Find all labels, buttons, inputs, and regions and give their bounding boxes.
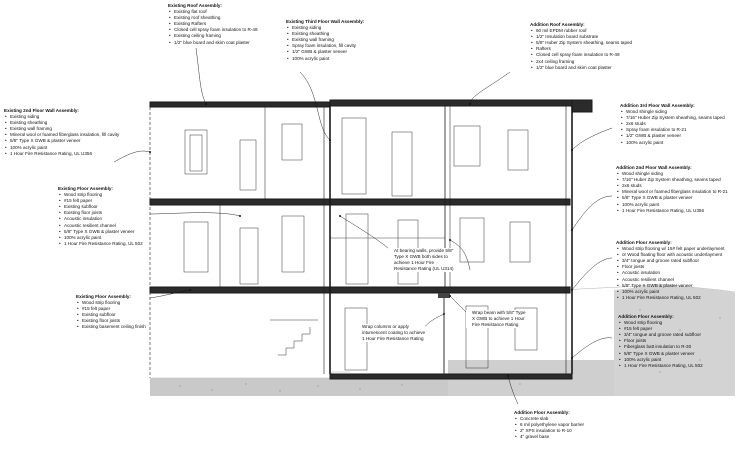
note-title: Existing 2nd Floor Wall Assembly: — [4, 108, 79, 113]
note-item: • Existing wall framing — [292, 37, 364, 43]
note-line: 1 Hour Fire Resistance Rating — [362, 336, 424, 342]
note-item: • Existing siding — [10, 114, 119, 120]
note-item: • 100% acrylic paint — [292, 56, 364, 62]
note-item: • 100% acrylic paint — [622, 289, 725, 295]
note-addition-floor-upper — [616, 240, 725, 301]
note-item: • 1/2" GWB & plaster veneer — [292, 49, 364, 55]
note-item: • Existing floor joists — [64, 210, 143, 216]
note-title: Existing Floor Assembly: — [76, 294, 131, 299]
note-item: • Existing subfloor — [82, 312, 146, 318]
note-title: Addition Floor Assembly: — [618, 314, 674, 319]
note-item: • 5/8" Type X GWB & plaster veneer — [64, 229, 143, 235]
note-item: • Closed cell spray foam insulation to R-49 — [536, 52, 632, 58]
note-addition-slab — [514, 410, 584, 440]
note-item: • 60 mil EPDM rubber roof — [536, 28, 632, 34]
note-line: Wrap columns or apply — [362, 324, 409, 329]
note-item: • 3/4" tongue and groove rated subfloor — [624, 332, 703, 338]
note-title: Existing Third Floor Wall Assembly: — [286, 19, 365, 24]
note-item: • 5/8" Type X GWB & plaster veneer — [10, 138, 119, 144]
ground-slab — [330, 374, 572, 379]
note-item: • 1/2" GWB & plaster veneer — [626, 133, 725, 139]
note-item: • Mineral wool or foamed fiberglass insulation, fill cavity — [10, 132, 119, 138]
note-line: At bearing walls, provide 5/8" — [394, 248, 454, 253]
note-item: • Concrete slab — [520, 416, 584, 422]
note-item: • Rafters — [536, 46, 632, 52]
note-item: • 7/16" Huber Zip System sheathing, seams taped — [622, 177, 728, 183]
note-title: Addition Floor Assembly: — [514, 410, 570, 415]
note-line: Type X GWB both sides to — [394, 254, 448, 260]
note-item: • 7/16" Huber Zip System sheathing, seams taped — [626, 115, 725, 121]
note-existing-floor — [58, 186, 143, 247]
earth-band — [150, 378, 448, 396]
note-item: • 100% acrylic paint — [626, 140, 725, 146]
note-item: • 5/8" Type X GWB & plaster veneer — [622, 195, 728, 201]
note-item: • 1 Hour Fire Resistance Rating, UL 502 — [622, 295, 725, 301]
note-item: • Mineral wool or foamed fiberglass insulation to R-21 — [622, 189, 728, 195]
note-title: Existing Roof Assembly: — [168, 3, 222, 8]
note-item: • 1 Hour Fire Resistance Rating, UL U356 — [622, 208, 728, 214]
note-item: • 2" XPS insulation to R-10 — [520, 428, 584, 434]
note-addition-second-wall — [616, 165, 728, 214]
note-item: • 3/4" tongue and groove rated subfloor — [622, 258, 725, 264]
note-existing-second-wall — [4, 108, 119, 157]
note-item: • 1/2" blue board and skim coat plaster — [536, 65, 632, 71]
note-item: • Spray foam insulation, fill cavity — [292, 43, 364, 49]
note-item: • Existing subfloor — [64, 204, 143, 210]
note-item: • Existing Rafters — [174, 21, 258, 27]
note-item: • 5/8" Huber Zip System sheathing, seams taped — [536, 40, 632, 46]
note-item: • Existing wall framing — [10, 126, 119, 132]
note-line: Resistance Rating (UL U314) — [394, 266, 454, 272]
note-item: • 2x6 studs — [622, 183, 728, 189]
note-addition-roof — [530, 22, 632, 71]
note-wrap-beam — [466, 310, 526, 328]
note-existing-roof — [168, 3, 258, 46]
roof-parapet — [572, 100, 592, 112]
note-item: • Spray foam insulation to R-21 — [626, 127, 725, 133]
note-item: • 100% acrylic paint — [10, 145, 119, 151]
note-item: • 1/2" blue board and skim coat plaster — [174, 40, 258, 46]
note-existing-floor-lower — [76, 294, 146, 331]
note-item: • Wood shingle siding — [622, 171, 728, 177]
note-item: • #15 felt paper — [82, 306, 146, 312]
note-title: Addition Roof Assembly: — [530, 22, 585, 27]
note-line: achieve 1 Hour Fire — [394, 260, 435, 266]
note-item: • Existing sheathing — [292, 31, 364, 37]
note-item: • Acoustic resilient channel — [622, 277, 725, 283]
note-title: Addition Floor Assembly: — [616, 240, 672, 245]
third-floor-slab — [150, 199, 570, 205]
note-addition-third-wall — [620, 103, 725, 146]
note-title: Existing Floor Assembly: — [58, 186, 113, 191]
note-line: intumescent coating to achieve — [362, 330, 426, 336]
note-item: • #15 felt paper — [64, 198, 143, 204]
note-item: • Wood strip flooring w/ 15# felt paper underlayment — [622, 246, 725, 252]
second-floor-slab — [150, 287, 570, 293]
note-item: • Acoustic insulation — [622, 270, 725, 276]
note-item: • Existing floor joists — [82, 318, 146, 324]
note-item: • 1 Hour Fire Resistance Rating, UL 502 — [624, 363, 703, 369]
note-line: Fire Resistance Rating — [472, 322, 519, 328]
note-item: • Existing ceiling framing — [174, 33, 258, 39]
note-item: • Floor joists — [624, 338, 703, 344]
note-item: • 6 mil polyethylene vapor barrier — [520, 422, 584, 428]
note-item: • 5/8" Type X GWB & plaster veneer — [624, 351, 703, 357]
note-item: • 100% acrylic paint — [622, 202, 728, 208]
note-item: • Existing flat roof — [174, 9, 258, 15]
note-item: • 2x6 studs — [626, 121, 725, 127]
note-item: • 4" gravel base — [520, 434, 584, 440]
existing-roof-slab — [150, 102, 330, 107]
note-item: • Existing siding — [292, 25, 364, 31]
note-title: Addition 2nd Floor Wall Assembly: — [616, 165, 692, 170]
note-existing-third-wall — [286, 19, 364, 62]
note-item: • Acoustic resilient channel — [64, 223, 143, 229]
note-item: • Wood shingle siding — [626, 109, 725, 115]
note-item: • Wood strip flooring — [64, 192, 143, 198]
note-item: • 1 Hour Fire Resistance Rating, UL 502 — [64, 241, 143, 247]
note-item: • 1/2" Insulation board substrate — [536, 34, 632, 40]
note-item: • Wood strip flooring — [624, 320, 703, 326]
note-item: • Existing sheathing — [10, 120, 119, 126]
note-title: Addition 3rd Floor Wall Assembly: — [620, 103, 695, 108]
note-item: • Fiberglass batt insulation to R-30 — [624, 344, 703, 350]
note-line: Wrap beam with 5/8" Type — [472, 310, 526, 315]
note-item: • 2x4 ceiling framing — [536, 59, 632, 65]
note-item: • Acoustic insulation — [64, 216, 143, 222]
note-bearing-walls — [388, 248, 454, 272]
note-addition-floor-lower — [618, 314, 703, 369]
note-item: • Closed cell spray foam insulation to R-49 — [174, 27, 258, 33]
note-item: • 1 Hour Fire Resistance Rating, UL U356 — [10, 151, 119, 157]
note-line: X GWB to achieve 1 Hour — [472, 316, 525, 322]
note-item: • Existing basement ceiling finish — [82, 324, 146, 330]
note-item: • #15 felt paper — [624, 326, 703, 332]
note-item: • or Wood floating floor with acoustic underlayment — [622, 252, 725, 258]
basement-stair — [270, 320, 318, 355]
note-item: • Existing roof sheathing — [174, 15, 258, 21]
note-item: • 5/8" Type X GWB & plaster veneer — [622, 283, 725, 289]
note-wrap-columns — [356, 324, 425, 342]
note-item: • Floor joists — [622, 264, 725, 270]
note-item: • Wood strip flooring — [82, 300, 146, 306]
note-item: • 100% acrylic paint — [624, 357, 703, 363]
note-item: • 100% acrylic paint — [64, 235, 143, 241]
addition-roof-slab — [330, 100, 592, 106]
